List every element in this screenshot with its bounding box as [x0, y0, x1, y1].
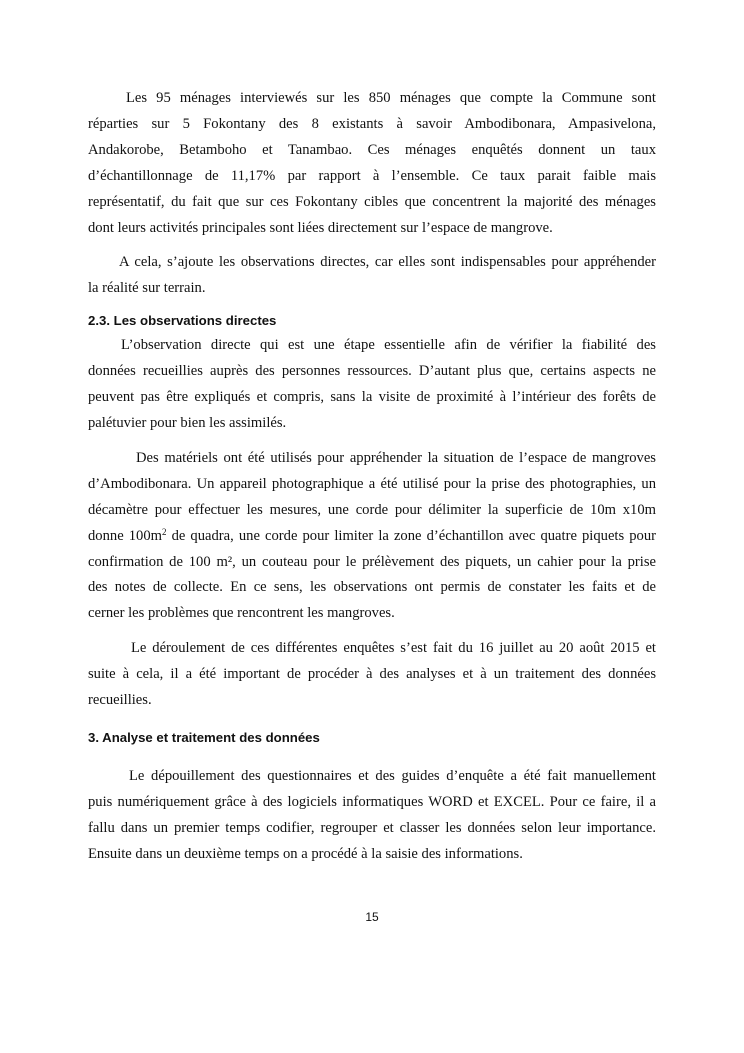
text-line: recueillies.: [88, 692, 152, 709]
section-heading-2-3: 2.3. Les observations directes: [88, 313, 277, 329]
paragraph-depouillement: [88, 764, 656, 868]
text-line: Les 95 ménages interviewés sur les 850 ménages que compte la Commune sont: [126, 90, 656, 106]
text-line: confirmation de 100 m², un couteau pour le prélèvement des piquets, un cahier pour la prise: [88, 553, 656, 570]
text-line: d’échantillonnage de 11,17% par rapport à l’ensemble. Ce taux parait faible mais: [88, 167, 656, 184]
text-line: décamètre pour effectuer les mesures, une corde pour délimiter la superficie de 10m x10m: [88, 501, 656, 518]
paragraph-menages: [88, 86, 656, 241]
text-line: Le dépouillement des questionnaires et des guides d’enquête a été fait manuellement: [129, 767, 656, 784]
paragraph-deroulement: [88, 636, 656, 714]
text-line: réparties sur 5 Fokontany des 8 existants à savoir Ambodibonara, Ampasivelona,: [88, 115, 656, 132]
text-line: Andakorobe, Betamboho et Tanambao. Ces ménages enquêtés donnent un taux: [88, 141, 656, 158]
paragraph-materiels: [88, 446, 656, 627]
text-line: palétuvier pour bien les assimilés.: [88, 414, 287, 431]
section-heading-3: 3. Analyse et traitement des données: [88, 729, 320, 745]
text-line: d’Ambodibonara. Un appareil photographique a été utilisé pour la prise des photographies, un: [88, 475, 656, 492]
text-line: A cela, s’ajoute les observations directes, car elles sont indispensables pour appréhender: [119, 254, 656, 271]
text-line: représentatif, du fait que sur ces Fokontany cibles que concentrent la majorité des ménages: [88, 193, 656, 210]
text-line: L’observation directe qui est une étape essentielle afin de vérifier la fiabilité des: [121, 337, 656, 354]
text-line: dont leurs activités principales sont liées directement sur l’espace de mangrove.: [88, 219, 553, 236]
text-line: peuvent pas être expliqués et compris, sans la visite de proximité à l’intérieur des forêts de: [88, 389, 656, 406]
text-line: Ensuite dans un deuxième temps on a procédé à la saisie des informations.: [88, 845, 523, 862]
text-line: Des matériels ont été utilisés pour appréhender la situation de l’espace de mangroves: [136, 449, 656, 466]
text-line: suite à cela, il a été important de procéder à des analyses et à un traitement des données: [88, 666, 656, 683]
page-number: 15: [365, 910, 379, 924]
superscript: 2: [162, 526, 167, 537]
text-line: Le déroulement de ces différentes enquêtes s’est fait du 16 juillet au 20 août 2015 et: [131, 640, 656, 657]
paragraph-observation-directe: [88, 333, 656, 437]
text-line: fallu dans un premier temps codifier, regrouper et classer les données selon leur importance.: [88, 819, 656, 836]
text-line: puis numériquement grâce à des logiciels informatiques WORD et EXCEL. Pour ce faire, il a: [88, 793, 656, 810]
text-fragment: donne 100m: [88, 527, 162, 544]
document-body: [88, 86, 656, 868]
text-line: des notes de collecte. En ce sens, les observations ont permis de constater les faits et de: [88, 579, 656, 596]
text-line: données recueillies auprès des personnes ressources. D’autant plus que, certains aspects ne: [88, 363, 656, 380]
text-line: cerner les problèmes que rencontrent les mangroves.: [88, 605, 395, 622]
text-line: la réalité sur terrain.: [88, 280, 206, 297]
text-fragment: de quadra, une corde pour limiter la zone d’échantillon avec quatre piquets pour: [166, 527, 656, 544]
text-line: [88, 524, 656, 550]
paragraph-observations-intro: [88, 250, 656, 302]
